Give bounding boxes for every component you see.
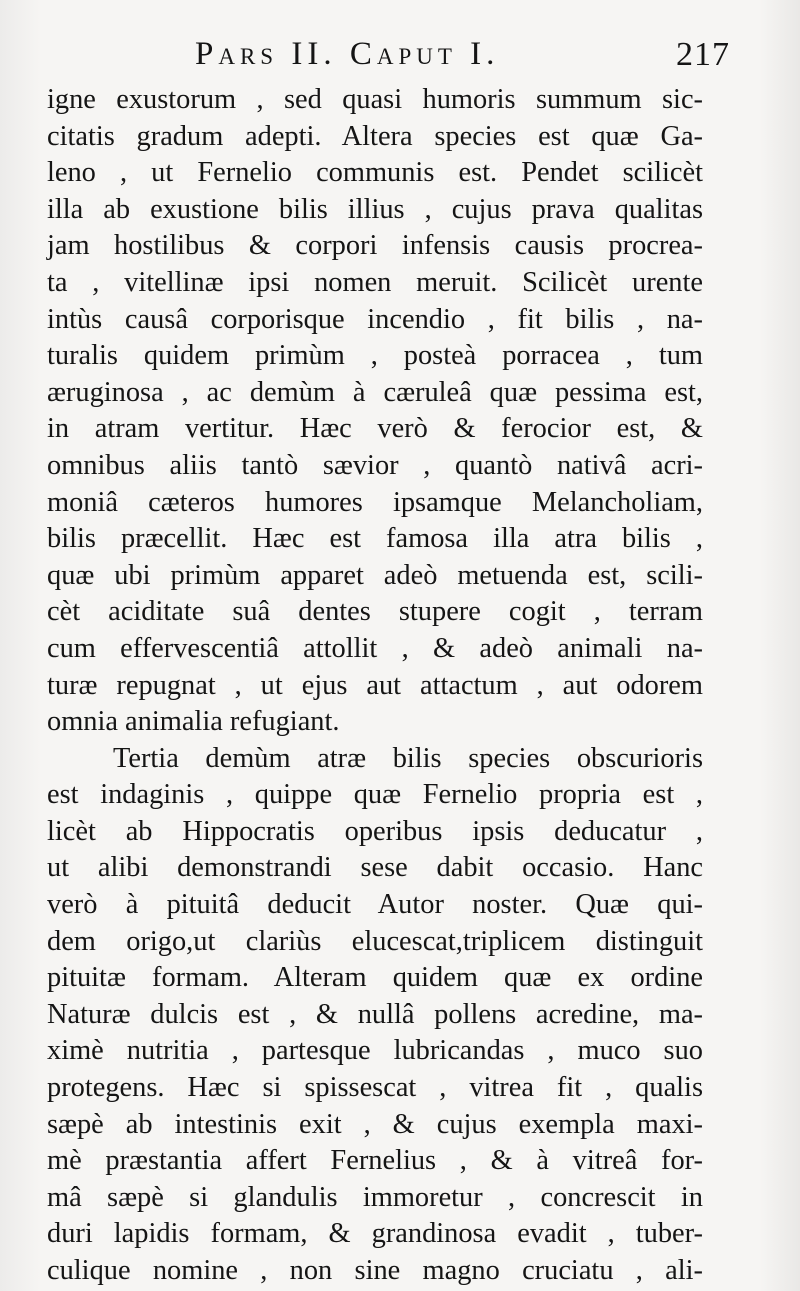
text-line: turalis quidem primùm , posteà porracea , tum	[47, 340, 703, 372]
text-line: cum effervescentiâ attollit , & adeò animali na-	[47, 632, 703, 664]
text-line: sæpè ab intestinis exit , & cujus exempla maxi-	[47, 1108, 703, 1140]
text-line: mâ sæpè si glandulis immoretur , concrescit in	[47, 1181, 703, 1213]
text-line: licèt ab Hippocratis operibus ipsis deducatur ,	[47, 815, 703, 847]
text-line: æruginosa , ac demùm à cæruleâ quæ pessima est,	[47, 376, 703, 408]
text-line: protegens. Hæc si spissescat , vitrea fit , qualis	[47, 1072, 703, 1104]
paragraph-1	[47, 82, 703, 741]
text-line: igne exustorum , sed quasi humoris summum sic-	[47, 84, 703, 115]
text-line: Naturæ dulcis est , & nullâ pollens acredine, ma-	[47, 998, 703, 1030]
running-head: Pars II. Caput I.	[195, 36, 500, 72]
text-line: leno , ut Fernelio communis est. Pendet scilicèt	[47, 157, 703, 189]
text-line: culique nomine , non sine magno cruciatu , ali-	[47, 1255, 703, 1286]
paragraph-2	[47, 741, 703, 1290]
text-line: est indaginis , quippe quæ Fernelio propria est ,	[47, 779, 703, 811]
text-line: in atram vertitur. Hæc verò & ferocior est, &	[47, 413, 703, 445]
text-line: pituitæ formam. Alteram quidem quæ ex ordine	[47, 962, 703, 994]
text-line: intùs causâ corporisque incendio , fit bilis , na-	[47, 303, 703, 335]
text-line: verò à pituitâ deducit Autor noster. Quæ qui-	[47, 889, 703, 921]
text-line: omnia animalia refugiant.	[47, 706, 340, 738]
text-line: turæ repugnat , ut ejus aut attactum , aut odorem	[47, 669, 703, 701]
text-line: moniâ cæteros humores ipsamque Melancholiam,	[47, 486, 703, 518]
text-line: ut alibi demonstrandi sese dabit occasio. Hanc	[47, 852, 703, 884]
text-line: ta , vitellinæ ipsi nomen meruit. Scilicèt urente	[47, 266, 703, 298]
text-line: citatis gradum adepti. Altera species est quæ Ga-	[47, 120, 703, 152]
text-line: omnibus aliis tantò sævior , quantò nativâ acri-	[47, 449, 703, 481]
text-line: ximè nutritia , partesque lubricandas , muco suo	[47, 1035, 703, 1067]
page-header	[40, 36, 750, 86]
text-line: cèt aciditate suâ dentes stupere cogit , terram	[47, 596, 703, 628]
text-line: quæ ubi primùm apparet adeò metuenda est, scili-	[47, 559, 703, 591]
text-line: Tertia demùm atræ bilis species obscurioris	[113, 742, 703, 774]
body-text	[47, 82, 703, 1290]
text-line: bilis præcellit. Hæc est famosa illa atra bilis ,	[47, 523, 703, 555]
page-number: 217	[676, 36, 730, 73]
text-line: duri lapidis formam, & grandinosa evadit , tuber-	[47, 1218, 703, 1250]
text-line: mè præstantia affert Fernelius , & à vitreâ for-	[47, 1145, 703, 1177]
text-line: jam hostilibus & corpori infensis causis procrea-	[47, 230, 703, 262]
text-line: dem origo,ut clariùs elucescat,triplicem distinguit	[47, 925, 703, 957]
text-line: illa ab exustione bilis illius , cujus prava qualitas	[47, 193, 703, 225]
